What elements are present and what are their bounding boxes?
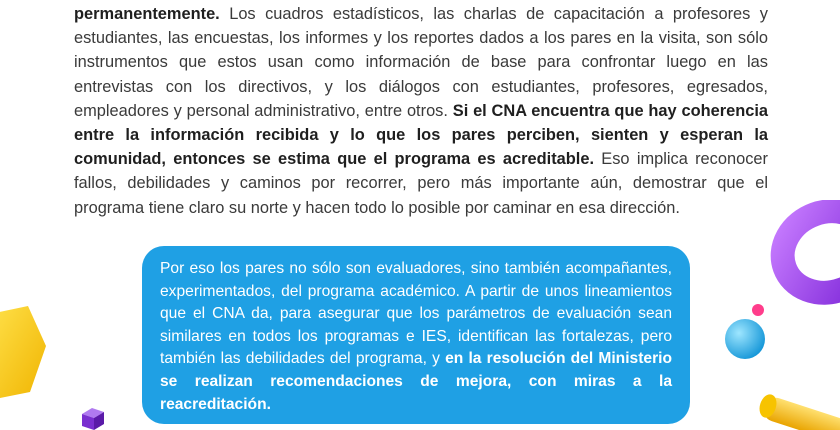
body-paragraph [74, 2, 768, 220]
callout-box [142, 246, 690, 424]
callout-text: Por eso los pares no sólo son evaluadores, sino también acompañantes, experimentados, del programa académico. A partir de unos lineamientos que el CNA da, para asegurar que los parámetros de evaluación sean similares en todos los programas e IES, identifican las fortalezas, pero también las debilidades del programa, y [160, 260, 672, 368]
blue-sphere-icon [722, 316, 768, 362]
paragraph-text-2: Eso implica reconocer fallos, debilidades y caminos por recorrer, pero más importante aún, demostrar que el programa tiene claro su norte y hacen todo lo posible por caminar en esa dirección. [74, 150, 768, 217]
paragraph-bold-1: permanentemente. [74, 5, 220, 23]
purple-cube-icon [76, 404, 110, 430]
callout-bold-text: en la resolución del Ministerio se realizan recomendaciones de mejora, con miras a la reacreditación. [160, 350, 673, 413]
yellow-cylinder-icon [750, 388, 840, 430]
paragraph-text-1: Los cuadros estadísticos, las charlas de capacitación a profesores y estudiantes, las encuestas, los informes y los reportes dados a los pares en la visita, son sólo instrumentos que estos usan como información de base para confrontar luego en las entrevistas con los directivos, y los diálogos con estudiantes, profesores, egresados, empleadores y personal administrativo, entre otros. [74, 5, 768, 120]
paragraph-bold-2: Si el CNA encuentra que hay coherencia entre la información recibida y lo que los pares perciben, sienten y esperan la comunidad, entonces se estima que el programa es acreditable. [74, 101, 768, 169]
pink-dot-icon [750, 302, 766, 318]
purple-ring-icon [762, 200, 840, 310]
yellow-hexagon-icon [0, 306, 50, 406]
